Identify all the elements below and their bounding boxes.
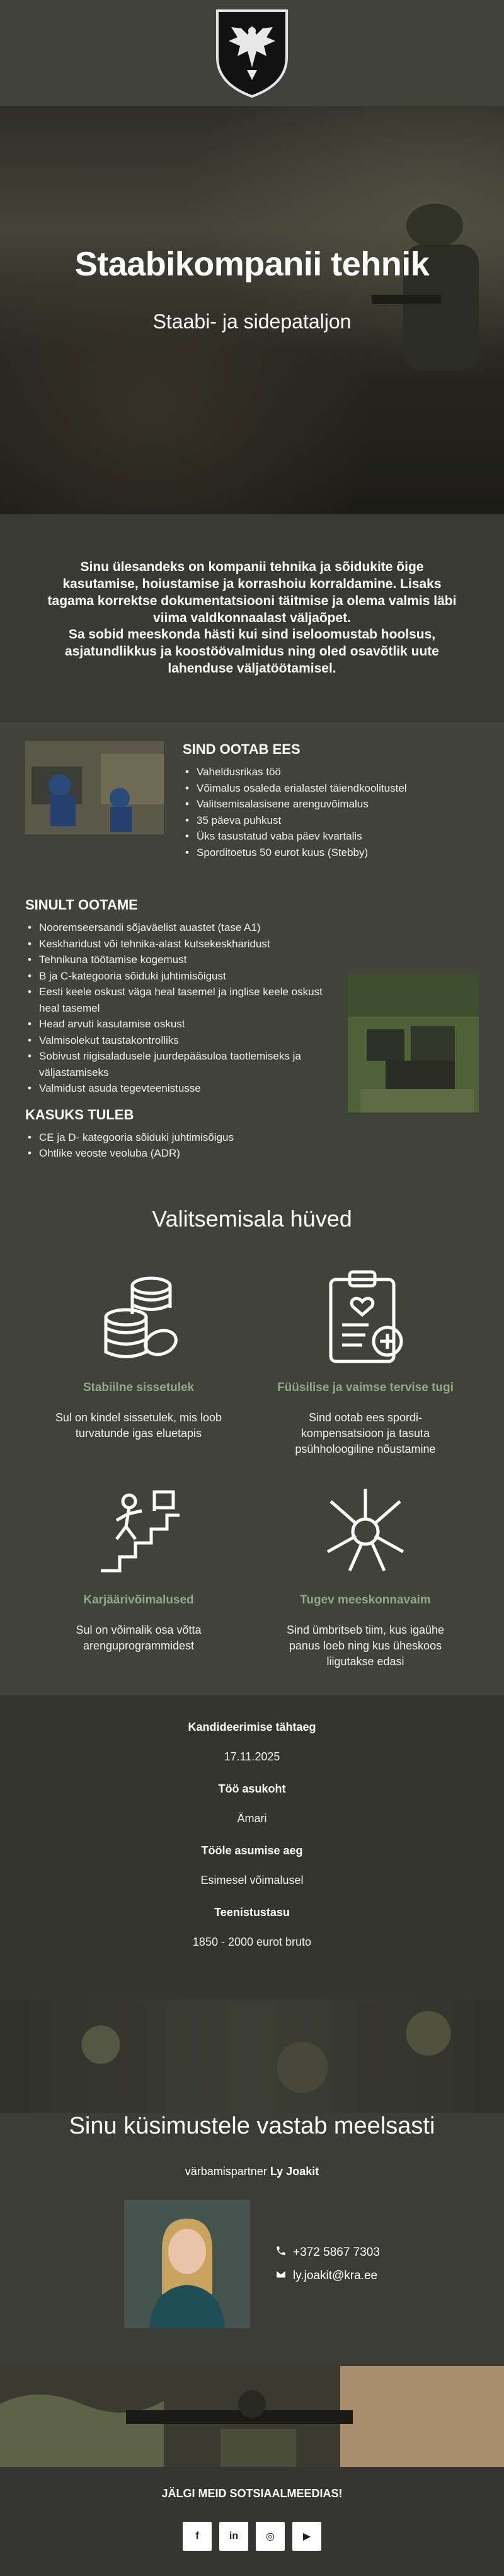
list-item: • 35 päeva puhkust bbox=[183, 812, 479, 829]
list-item: • Valmisolekut taustakontrolliks bbox=[25, 1032, 335, 1049]
benefit-text: Sind ootab ees spordi- kompensatsioon ja tasuta psühholoogiline nõustamine bbox=[295, 1411, 436, 1455]
list-item: • Head arvuti kasutamise oskust bbox=[25, 1016, 335, 1032]
list-item: • Ohtlike veoste veoluba (ADR) bbox=[25, 1145, 335, 1162]
social-section bbox=[0, 2467, 504, 2576]
mechanics-photo bbox=[25, 741, 164, 835]
list-item: • CE ja D- kategooria sõiduki juhtimisõigus bbox=[25, 1129, 335, 1146]
hero-banner bbox=[0, 106, 504, 514]
eagle-crest-icon[interactable] bbox=[212, 7, 292, 99]
intro-paragraph-1: Sinu ülesandeks on kompanii tehnika ja sõidukite õige kasutamise, hoiustamise ja korrashoiu korraldamine. Lisaks tagama korrektse dokumentatsiooni täitmise ja olema valmis läbi viima valdkonnaalast väljaõpet. bbox=[47, 559, 457, 625]
soldiers-footer-photo bbox=[0, 2366, 504, 2467]
deadline-label: Kandideerimise tähtaeg bbox=[188, 1720, 316, 1733]
contact-section bbox=[0, 2113, 504, 2366]
equipment-photo bbox=[348, 973, 479, 1112]
list-item: • Vaheldusrikas töö bbox=[183, 764, 479, 780]
header-bar bbox=[0, 0, 504, 106]
list-item: • Valitsemisalasisene arenguvõimalus bbox=[183, 796, 479, 812]
email-address: ly.joakit@kra.ee bbox=[293, 2268, 378, 2282]
email-link[interactable] bbox=[275, 2269, 380, 2283]
facebook-icon[interactable]: f bbox=[183, 2522, 212, 2551]
instagram-icon[interactable]: ◎ bbox=[256, 2522, 285, 2551]
list-item: • Üks tasustatud vaba päev kvartalis bbox=[183, 828, 479, 845]
list-item: • Keskharidust või tehnika-alast kutsekeskharidust bbox=[25, 936, 335, 952]
offer-list bbox=[183, 764, 479, 860]
avatar bbox=[124, 2200, 250, 2328]
benefit-title: Stabiilne sissetulek bbox=[83, 1380, 195, 1394]
list-item: • Valmidust asuda tegevteenistusse bbox=[25, 1080, 335, 1097]
coins-stack-icon bbox=[88, 1264, 189, 1371]
benefits-section bbox=[0, 1187, 504, 1695]
list-item: • Nooremseersandi sõjaväelist auastet (tase A1) bbox=[25, 920, 335, 936]
job-facts-section bbox=[0, 1695, 504, 1999]
location-label: Töö asukoht bbox=[218, 1782, 286, 1795]
list-item: • B ja C-kategooria sõiduki juhtimisõigust bbox=[25, 968, 335, 985]
intro-text bbox=[44, 559, 460, 678]
list-item: • Tehnikuna töötamise kogemust bbox=[25, 952, 335, 968]
list-item: • Sporditoetus 50 eurot kuus (Stebby) bbox=[183, 845, 479, 861]
linkedin-icon[interactable]: in bbox=[219, 2522, 248, 2551]
salary-value: 1850 - 2000 eurot bruto bbox=[192, 1935, 312, 1948]
benefit-card bbox=[265, 1476, 466, 1670]
phone-number: +372 5867 7303 bbox=[293, 2245, 380, 2259]
benefit-card bbox=[38, 1264, 239, 1458]
job-details-section bbox=[0, 722, 504, 1187]
social-title: JÄLGI MEID SOTSIAALMEEDIAS! bbox=[161, 2486, 343, 2500]
recruiter-role: värbamispartner bbox=[185, 2164, 267, 2178]
intro-section bbox=[0, 514, 504, 722]
benefit-text: Sul on kindel sissetulek, mis loob turvatunde igas eluetapis bbox=[55, 1411, 222, 1440]
list-item: • Sobivust riigisaladusele juurdepääsuloa taotlemiseks ja väljastamiseks bbox=[25, 1048, 335, 1080]
youtube-icon[interactable]: ▶ bbox=[292, 2522, 321, 2551]
location-value: Ämari bbox=[237, 1811, 267, 1825]
expect-list bbox=[25, 920, 335, 1097]
start-date-value: Esimesel võimalusel bbox=[200, 1873, 304, 1886]
benefit-card bbox=[38, 1476, 239, 1670]
benefit-card bbox=[265, 1264, 466, 1458]
camouflage-strip bbox=[0, 1999, 504, 2113]
envelope-icon bbox=[275, 2269, 287, 2283]
plus-title: KASUKS TULEB bbox=[25, 1106, 134, 1123]
start-date-label: Tööle asumise aeg bbox=[201, 1844, 303, 1857]
page-subtitle: Staabi- ja sidepataljon bbox=[152, 310, 352, 333]
recruiter-name: Ly Joakit bbox=[270, 2164, 319, 2178]
salary-label: Teenistustasu bbox=[214, 1905, 290, 1919]
offer-title: SIND OOTAB EES bbox=[183, 741, 301, 757]
medical-clipboard-icon bbox=[315, 1264, 416, 1371]
intro-paragraph-2: Sa sobid meeskonda hästi kui sind iseloomustab hoolsus, asjatundlikkus ja koostöövalmidus ning oled osavõtlik uute lahenduse väljatöötamisel. bbox=[65, 627, 439, 676]
career-stairs-icon bbox=[88, 1476, 189, 1583]
benefit-text: Sul on võimalik osa võtta arenguprogrammidest bbox=[76, 1624, 202, 1653]
offer-block bbox=[0, 741, 504, 860]
phone-icon bbox=[275, 2245, 287, 2260]
benefit-text: Sind ümbritseb tiim, kus igaühe panus loeb ning kus üheskoos liigutakse edasi bbox=[286, 1624, 445, 1668]
plus-list bbox=[25, 1129, 335, 1162]
benefit-title: Karjäärivõimalused bbox=[83, 1593, 194, 1607]
expect-title: SINULT OOTAME bbox=[25, 897, 138, 913]
benefit-title: Tugev meeskonnavaim bbox=[300, 1593, 431, 1607]
team-hands-icon bbox=[315, 1476, 416, 1583]
expect-block bbox=[0, 897, 504, 1162]
contact-title: Sinu küsimustele vastab meelsasti bbox=[69, 2112, 435, 2139]
deadline-value: 17.11.2025 bbox=[224, 1750, 280, 1763]
recruiter-line bbox=[0, 2165, 504, 2178]
benefit-title: Füüsilise ja vaimse tervise tugi bbox=[277, 1380, 454, 1394]
list-item: • Võimalus osaleda erialastel täiendkoolitustel bbox=[183, 780, 479, 797]
benefits-title: Valitsemisala hüved bbox=[152, 1205, 352, 1232]
page-title: Staabikompanii tehnik bbox=[74, 245, 430, 283]
phone-link[interactable] bbox=[275, 2245, 380, 2260]
list-item: • Eesti keele oskust väga heal tasemel ja inglise keele oskust heal tasemel bbox=[25, 984, 335, 1016]
